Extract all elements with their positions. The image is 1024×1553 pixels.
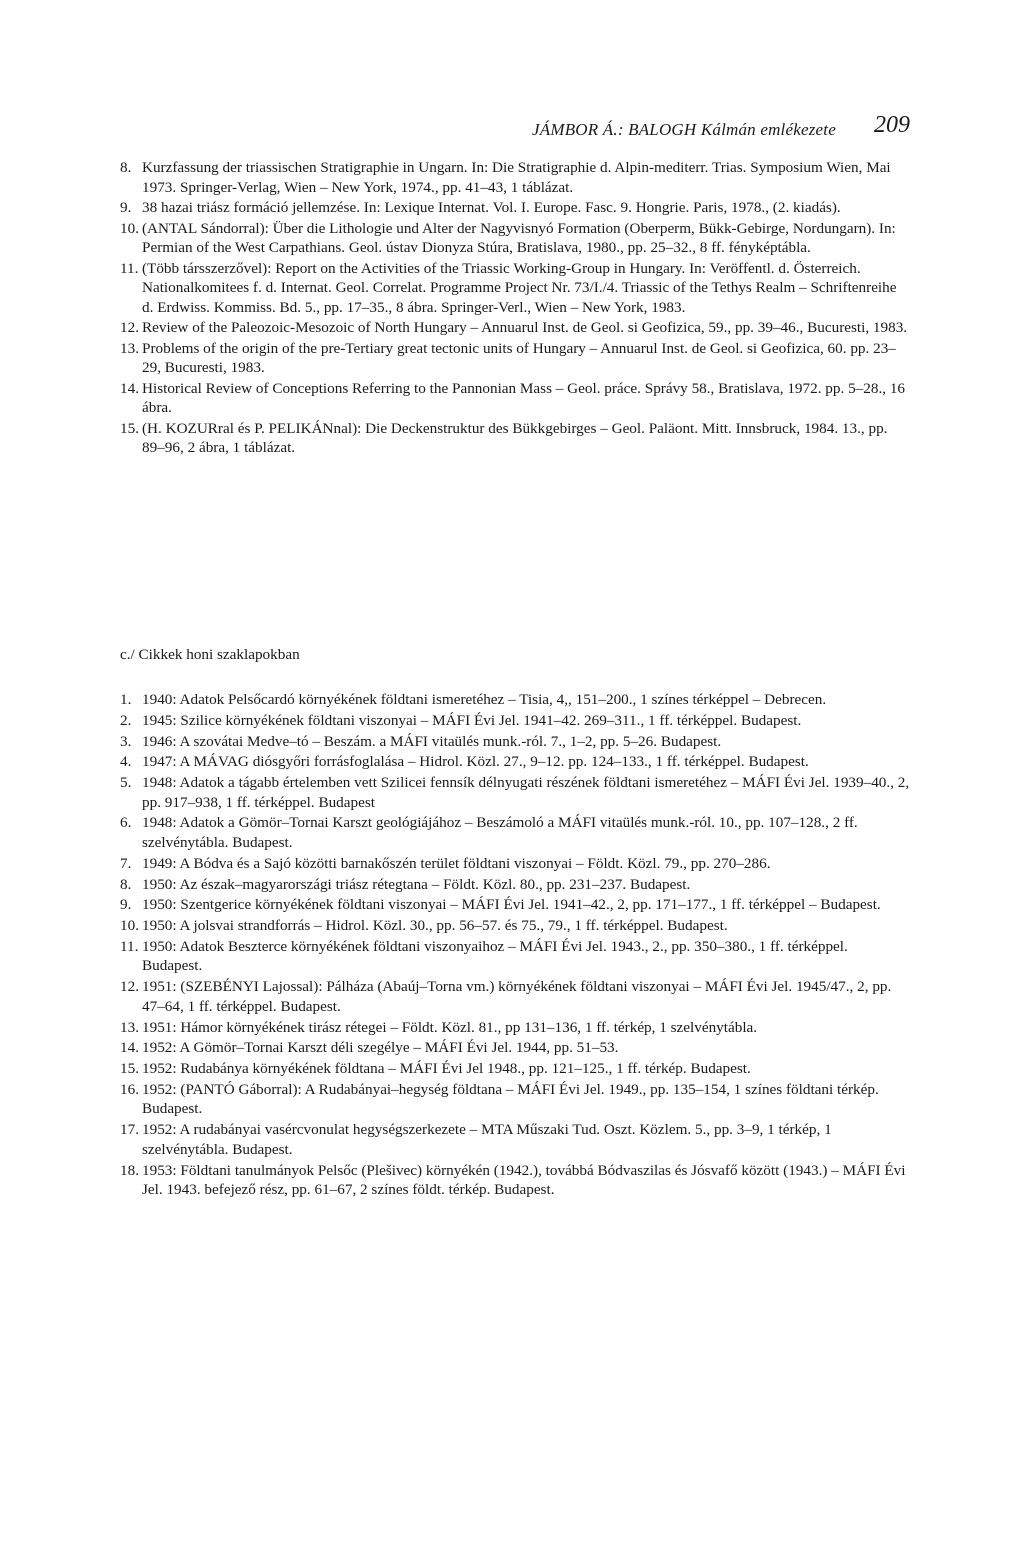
item-number: 13. [120,339,139,357]
foreign-publications-list [120,158,910,459]
list-item [120,219,910,258]
item-text: 1950: Az észak–magyarországi triász rétegtana – Földt. Közl. 80., pp. 231–237. Budapest. [142,875,691,893]
list-item [120,259,910,318]
page-number: 209 [874,112,910,138]
list-item [120,1018,910,1038]
item-text: 1946: A szovátai Medve–tó – Beszám. a MÁFI vitaülés munk.-ról. 7., 1–2, pp. 5–26. Budapest. [142,732,722,750]
item-number: 8. [120,159,132,176]
item-text: 1948: Adatok a tágabb értelemben vett Szilicei fennsík délnyugati részének földtani ismeretéhez – MÁFI Évi Jel. 1939–40., 2, pp. 917–938, 1 ff. térképpel. Budapest [142,774,910,811]
page-header [120,112,910,152]
item-text: 1952: Rudabánya környékének földtana – MÁFI Évi Jel 1948., pp. 121–125., 1 ff. térkép. Budapest. [142,1060,751,1078]
list-item [120,1161,910,1200]
list-item [120,339,910,378]
item-number: 15. [120,1060,139,1078]
item-number: 5. [120,774,132,792]
item-number: 13. [120,1018,139,1036]
item-text: (Több társszerzővel): Report on the Activities of the Triassic Working-Group in Hungary. In: Veröffentl. d. Österreich. Nationalkomitees f. d. Internat. Geol. Correlat. Programme Project Nr. 73/I./4. Triassic of the Tethys Realm – Schriftenreihe d. Erdwiss. Kommiss. Bd. 5., pp. 17–35., 8 ábra. Springer-Verl., Wien – New York, 1983. [142,259,897,316]
list-item [120,1059,910,1079]
list-item [120,937,910,976]
item-text: 1951: Hámor környékének tirász rétegei – Földt. Közl. 81., pp 131–136, 1 ff. térkép, 1 szelvénytábla. [142,1018,758,1036]
list-item [120,916,910,936]
list-item [120,198,910,218]
list-item [120,158,910,197]
item-text: 38 hazai triász formáció jellemzése. In: Lexique Internat. Vol. I. Europe. Fasc. 9. Hongrie. Paris, 1978., (2. kiadás). [142,199,841,216]
list-item [120,813,910,852]
item-number: 4. [120,753,132,771]
list-item [120,854,910,874]
list-item [120,419,910,458]
item-text: Problems of the origin of the pre-Tertiary great tectonic units of Hungary – Annuarul Inst. de Geol. si Geofizica, 60. pp. 23–29, Bucuresti, 1983. [142,339,896,376]
item-text: 1950: A jolsvai strandforrás – Hidrol. Közl. 30., pp. 56–57. és 75., 79., 1 ff. térképpel. Budapest. [142,917,728,935]
item-number: 17. [120,1121,139,1139]
list-item [120,379,910,418]
item-text: 1950: Adatok Beszterce környékének földtani viszonyaihoz – MÁFI Évi Jel. 1943., 2., pp. 350–380., 1 ff. térképpel. Budapest. [142,937,848,975]
item-number: 14. [120,1039,139,1057]
item-text: (ANTAL Sándorral): Über die Lithologie und Alter der Nagyvisnyó Formation (Oberperm, Bükk-Gebirge, Nordungarn). In: Permian of the West Carpathians. Geol. ústav Dionyza Stúra, Bratislava, 1980., pp. 25–32., 8 ff. fényképtábla. [142,219,896,256]
item-number: 7. [120,854,132,872]
item-number: 12. [120,978,139,996]
item-text: 1950: Szentgerice környékének földtani viszonyai – MÁFI Évi Jel. 1941–42., 2, pp. 171–177., 1 ff. térképpel – Budapest. [142,896,881,914]
list-item [120,1038,910,1058]
item-number: 10. [120,917,139,935]
list-item [120,1120,910,1159]
item-text: Kurzfassung der triassischen Stratigraphie in Ungarn. In: Die Stratigraphie d. Alpin-mediterr. Trias. Symposium Wien, Mai 1973. Springer-Verlag, Wien – New York, 1974., pp. 41–43, 1 táblázat. [142,159,891,196]
item-number: 1. [120,691,132,708]
item-text: (H. KOZURral és P. PELIKÁNnal): Die Deckenstruktur des Bükkgebirges – Geol. Paläont. Mitt. Innsbruck, 1984. 13., pp. 89–96, 2 ábra, 1 táblázat. [142,419,888,456]
item-text: 1951: (SZEBÉNYI Lajossal): Pálháza (Abaúj–Torna vm.) környékének földtani viszonyai – MÁFI Évi Jel. 1945/47., 2, pp. 47–64, 1 ff. térképpel. Budapest. [142,978,892,1015]
item-text: 1948: Adatok a Gömör–Tornai Karszt geológiájához – Beszámoló a MÁFI vitaülés munk.-ról. 10., pp. 107–128., 2 ff. szelvénytábla. Budapest. [142,814,858,851]
item-number: 16. [120,1080,139,1098]
section-heading: c./ Cikkek honi szaklapokban [120,646,300,663]
item-number: 10. [120,219,139,237]
item-number: 3. [120,732,132,750]
item-text: 1952: (PANTÓ Gáborral): A Rudabányai–hegység földtana – MÁFI Évi Jel. 1949., pp. 135–154, 1 színes földtani térkép. Budapest. [142,1080,879,1118]
item-number: 15. [120,419,139,437]
running-head: JÁMBOR Á.: BALOGH Kálmán emlékezete [532,120,836,139]
item-number: 18. [120,1161,139,1179]
item-number: 2. [120,711,132,729]
list-item [120,318,910,338]
item-text: Review of the Paleozoic-Mesozoic of North Hungary – Annuarul Inst. de Geol. si Geofizica, 59., pp. 39–46., Bucuresti, 1983. [142,319,908,336]
item-text: 1947: A MÁVAG diósgyőri forrásfoglalása – Hidrol. Közl. 27., 9–12. pp. 124–133., 1 ff. térképpel. Budapest. [142,753,809,771]
item-text: 1940: Adatok Pelsőcardó környékének földtani ismeretéhez – Tisia, 4,, 151–200., 1 színes térképpel – Debrecen. [142,691,827,708]
item-text: 1945: Szilice környékének földtani viszonyai – MÁFI Évi Jel. 1941–42. 269–311., 1 ff. térképpel. Budapest. [142,711,802,729]
item-number: 9. [120,199,132,216]
item-number: 11. [120,259,139,277]
item-number: 11. [120,937,139,955]
item-text: Historical Review of Conceptions Referring to the Pannonian Mass – Geol. práce. Správy 58., Bratislava, 1972. pp. 5–28., 16 ábra. [142,379,906,416]
item-number: 6. [120,814,132,832]
list-item [120,711,910,731]
list-item [120,690,910,710]
list-item [120,773,910,812]
item-text: 1953: Földtani tanulmányok Pelsőc (Plešivec) környékén (1942.), továbbá Bódvaszilas és Jósvafő között (1943.) – MÁFI Évi Jel. 1943. befejező rész, pp. 61–67, 2 színes földt. térkép. Budapest. [142,1161,906,1199]
item-text: 1952: A Gömör–Tornai Karszt déli szegélye – MÁFI Évi Jel. 1944, pp. 51–53. [142,1039,619,1057]
item-number: 14. [120,379,139,397]
list-item [120,875,910,895]
item-text: 1949: A Bódva és a Sajó közötti barnakőszén terület földtani viszonyai – Földt. Közl. 79., pp. 270–286. [142,854,771,872]
item-text: 1952: A rudabányai vasércvonulat hegységszerkezete – MTA Műszaki Tud. Oszt. Közlem. 5., pp. 3–9, 1 térkép, 1 szelvénytábla. Budapest. [142,1121,832,1158]
item-number: 8. [120,875,132,893]
item-number: 9. [120,896,132,914]
domestic-articles-list [120,690,910,1201]
list-item [120,732,910,752]
list-item [120,752,910,772]
item-number: 12. [120,319,139,336]
list-item [120,895,910,915]
list-item [120,1080,910,1119]
list-item [120,977,910,1016]
